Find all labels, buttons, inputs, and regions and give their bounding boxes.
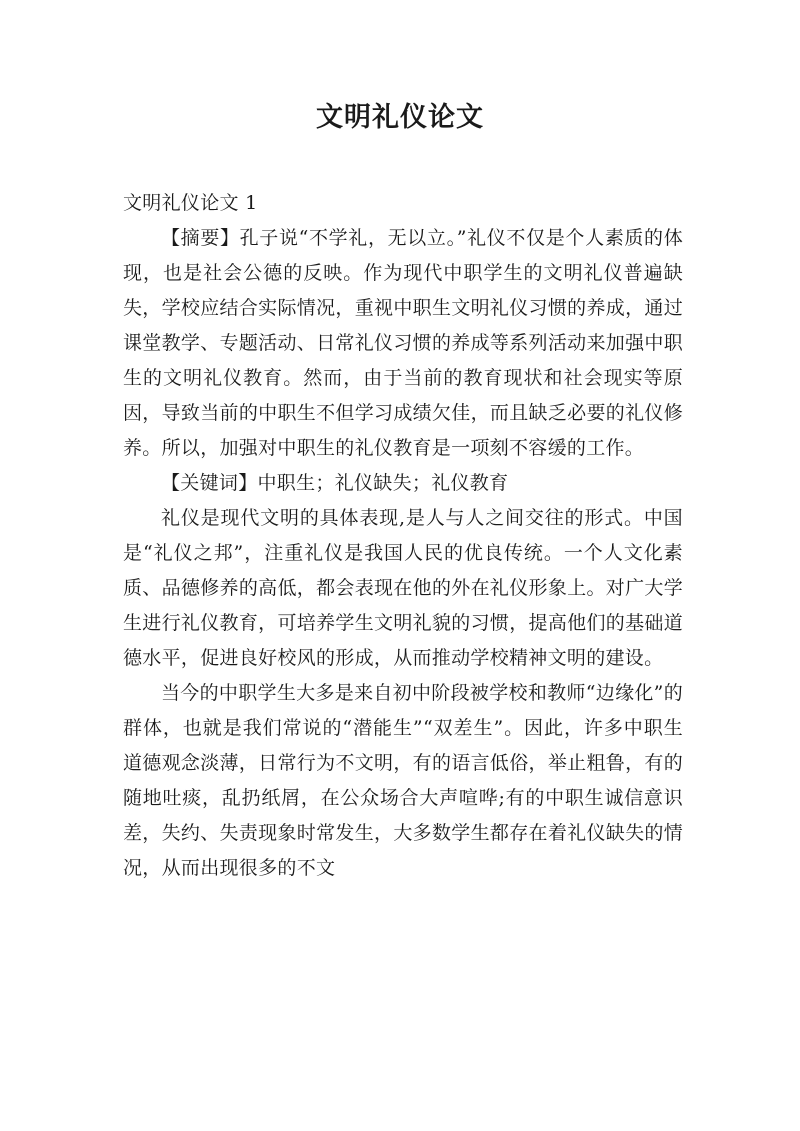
paragraph-abstract: 【摘要】孔子说“不学礼，无以立。”礼仪不仅是个人素质的体现，也是社会公德的反映。作为现代中职学生的文明礼仪普遍缺失，学校应结合实际情况，重视中职生文明礼仪习惯的养成，通过课堂教学、专题活动、日常礼仪习惯的养成等系列活动来加强中职生的文明礼仪教育。然而，由于当前的教育现状和社会现实等原因，导致当前的中职生不但学习成绩欠佳，而且缺乏必要的礼仪修养。所以，加强对中职生的礼仪教育是一项刻不容缓的工作。 — [123, 227, 683, 459]
document-body — [123, 186, 683, 886]
document-title: 文明礼仪论文 — [316, 102, 484, 133]
paragraph-keywords: 【关键词】中职生；礼仪缺失；礼仪教育 — [161, 472, 509, 494]
paragraph-body-2: 当今的中职学生大多是来自初中阶段被学校和教师“边缘化”的群体，也就是我们常说的“潜能生”“双差生”。因此，许多中职生道德观念淡薄，日常行为不文明，有的语言低俗，举止粗鲁，有的随地吐痰，乱扔纸屑，在公众场合大声喧哗;有的中职生诚信意识差，失约、失责现象时常发生，大多数学生都存在着礼仪缺失的情况，从而出现很多的不文 — [123, 682, 683, 879]
section-heading: 文明礼仪论文 1 — [123, 192, 258, 214]
paragraph-body-1: 礼仪是现代文明的具体表现,是人与人之间交往的形式。中国是“礼仪之邦”，注重礼仪是我国人民的优良传统。一个人文化素质、品德修养的高低，都会表现在他的外在礼仪形象上。对广大学生进行礼仪教育，可培养学生文明礼貌的习惯，提高他们的基础道德水平，促进良好校风的形成，从而推动学校精神文明的建设。 — [123, 507, 683, 669]
